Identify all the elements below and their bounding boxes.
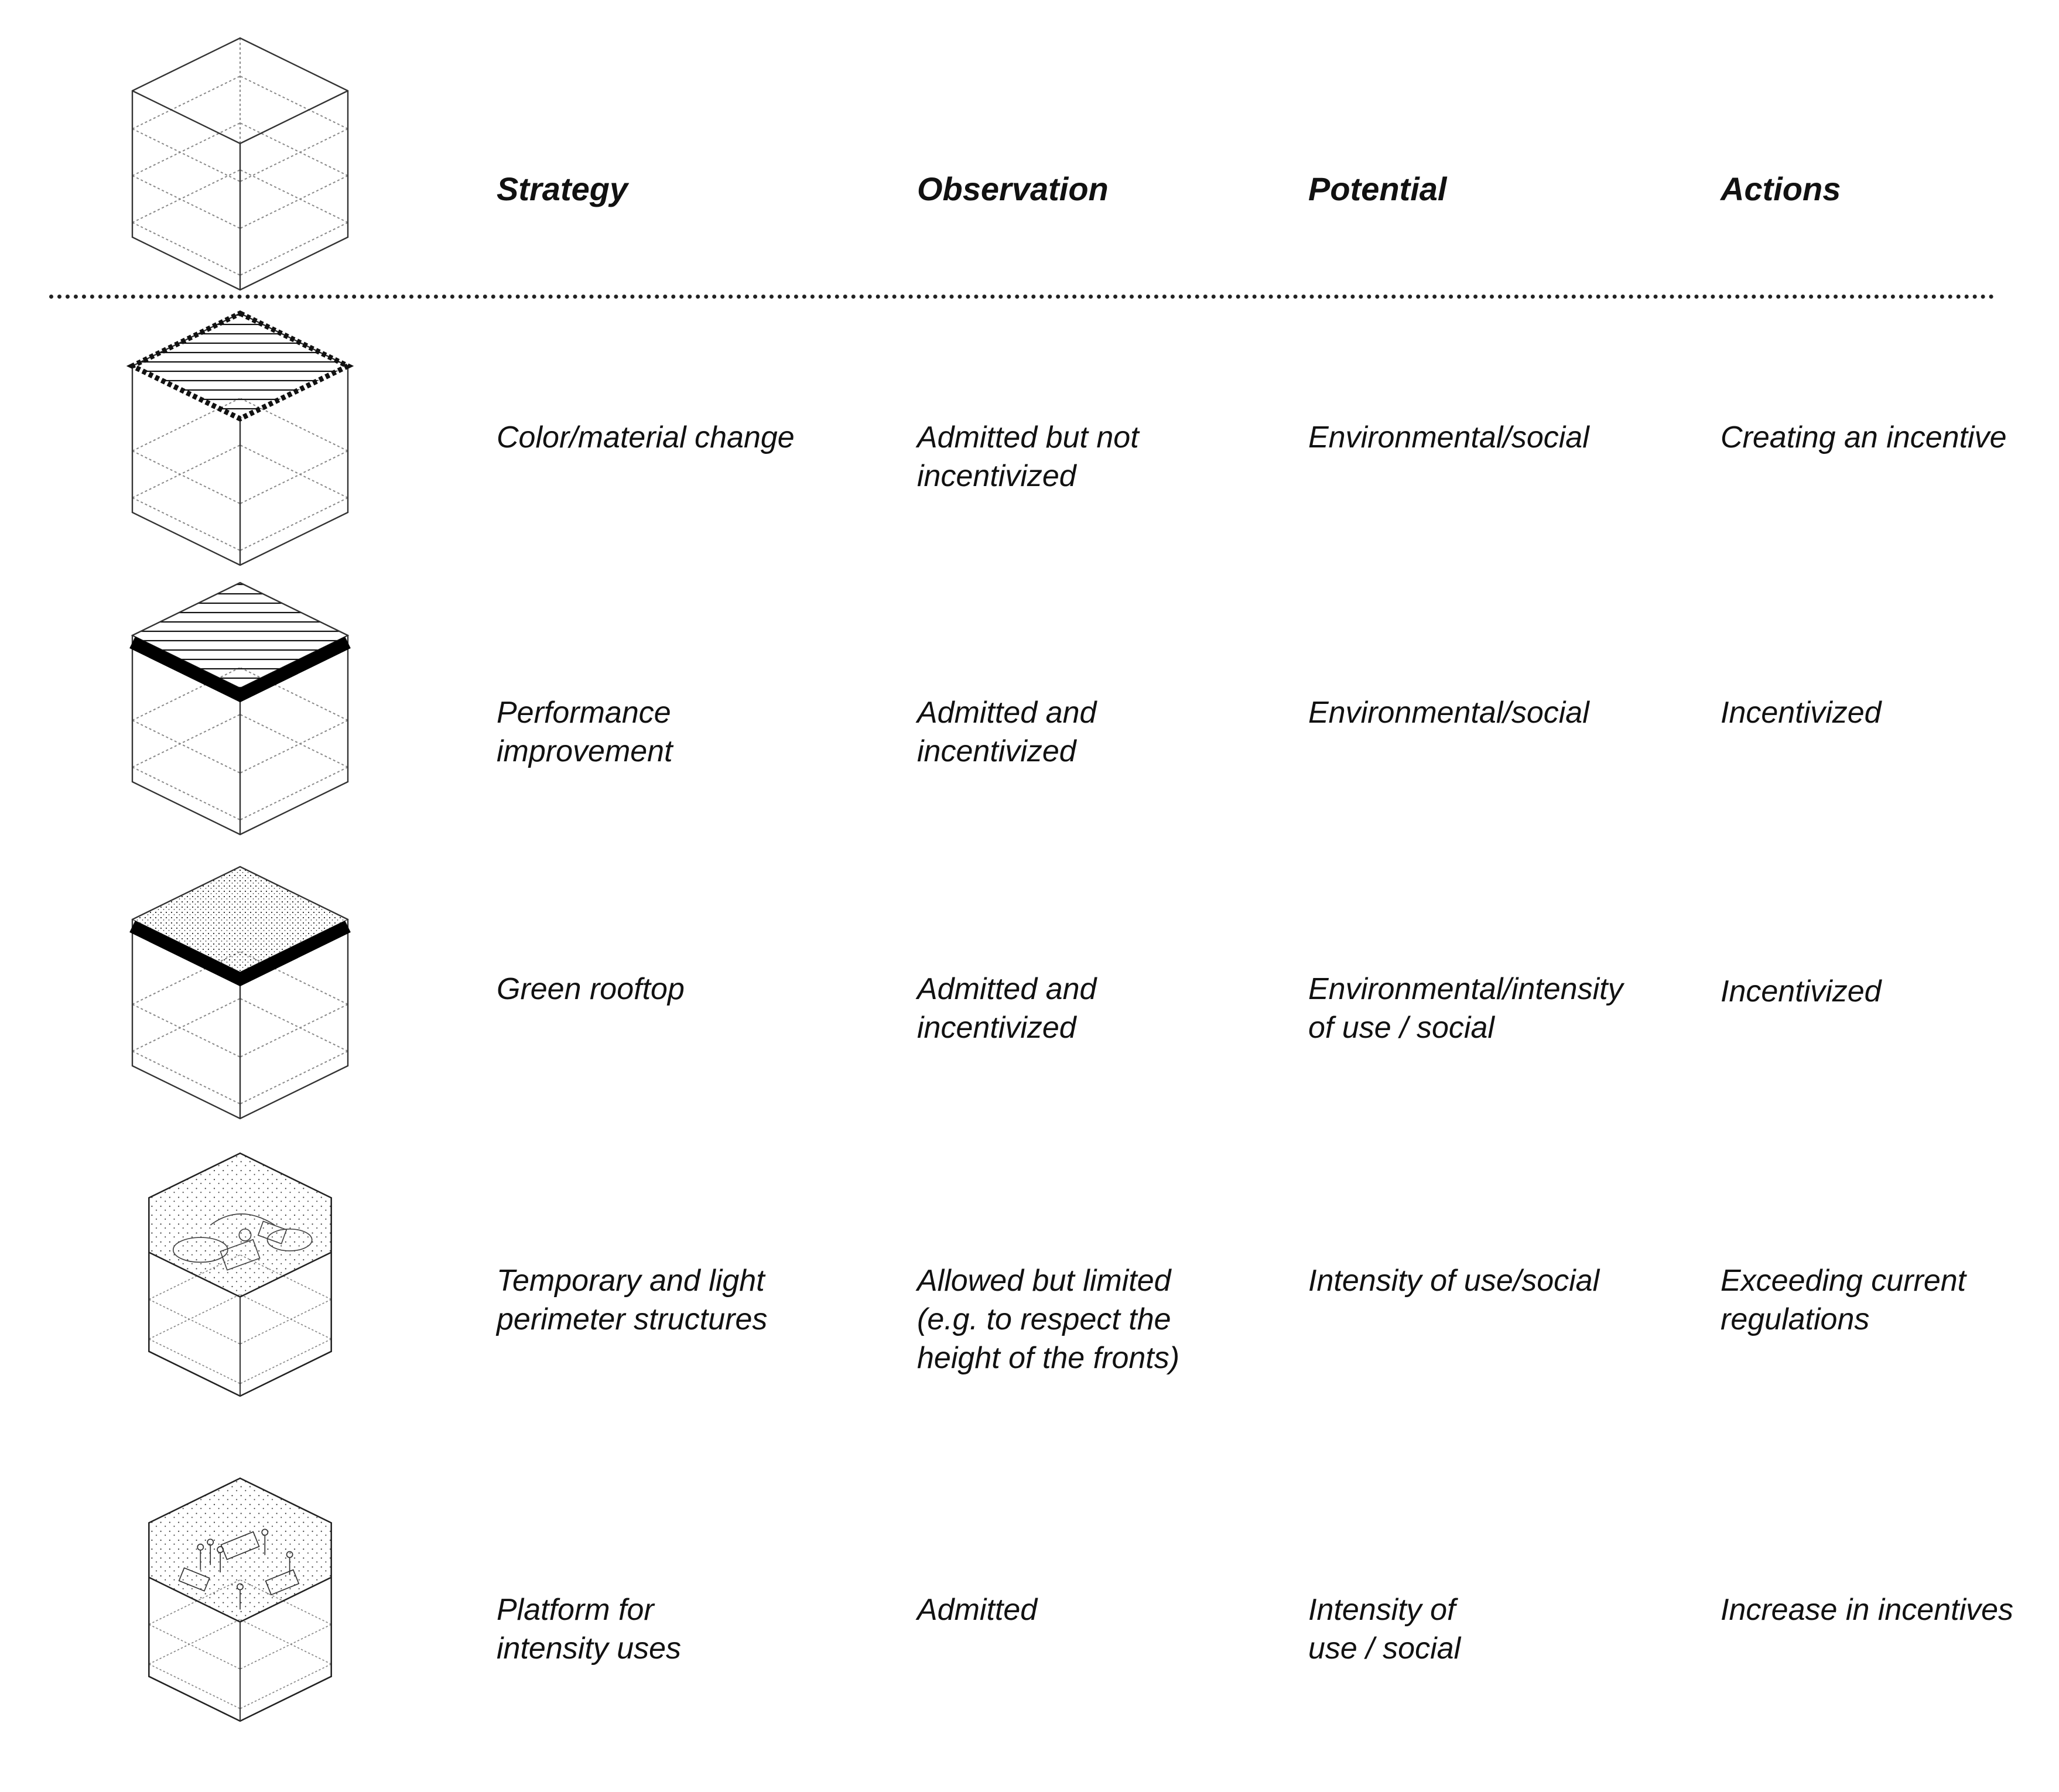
header-actions: Actions — [1721, 170, 1841, 207]
row-3-observation: Admitted and incentivized — [917, 972, 1097, 1045]
row-4-strategy: Temporary and light perimeter structures — [497, 1264, 768, 1336]
row-2-strategy: Performance improvement — [497, 696, 673, 768]
cube-color-material-icon — [123, 310, 357, 568]
row-1-actions: Creating an incentive — [1721, 420, 2007, 454]
row-1-potential: Environmental/social — [1308, 420, 1589, 454]
header-observation: Observation — [917, 170, 1109, 207]
row-2-potential: Environmental/social — [1308, 696, 1589, 730]
row-4-actions: Exceeding current regulations — [1721, 1264, 1966, 1336]
cube-platform-icon — [123, 1476, 357, 1733]
cube-header-icon — [123, 35, 357, 293]
header-divider — [49, 295, 1995, 299]
header-potential: Potential — [1308, 170, 1447, 207]
row-1-strategy: Color/material change — [497, 420, 795, 454]
row-3-actions: Incentivized — [1721, 974, 1882, 1008]
row-2-actions: Incentivized — [1721, 696, 1882, 730]
row-4-observation: Allowed but limited (e.g. to respect the height of the fronts) — [917, 1264, 1180, 1375]
header-strategy: Strategy — [497, 170, 628, 207]
row-5-potential: Intensity of use / social — [1308, 1593, 1461, 1666]
cube-green-rooftop-icon — [123, 864, 357, 1121]
cube-performance-icon — [123, 580, 357, 837]
row-3-potential: Environmental/intensity of use / social — [1308, 972, 1623, 1045]
row-2-observation: Admitted and incentivized — [917, 696, 1097, 768]
row-5-observation: Admitted — [917, 1593, 1038, 1627]
cube-temporary-structures-icon — [123, 1151, 357, 1408]
row-5-strategy: Platform for intensity uses — [497, 1593, 682, 1666]
row-4-potential: Intensity of use/social — [1308, 1264, 1600, 1298]
row-5-actions: Increase in incentives — [1721, 1593, 2014, 1627]
row-3-strategy: Green rooftop — [497, 972, 685, 1006]
row-1-observation: Admitted but not incentivized — [917, 420, 1139, 493]
